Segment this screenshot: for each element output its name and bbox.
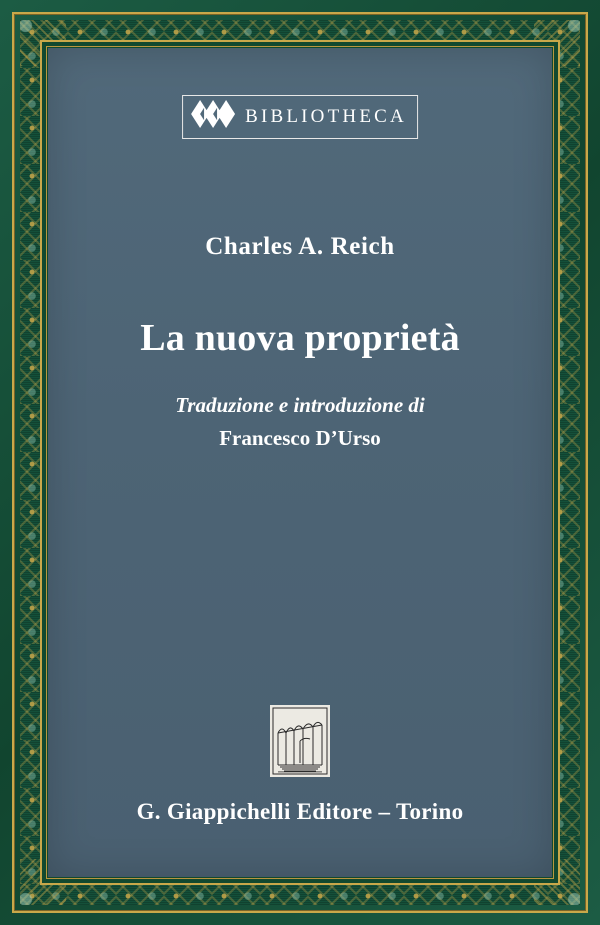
series-logo xyxy=(182,95,418,139)
giappichelli-colonnade-icon xyxy=(270,705,330,777)
book-title: La nuova proprietà xyxy=(140,317,460,359)
subtitle-line-1: Traduzione e introduzione di xyxy=(175,393,425,417)
diamond-chevrons-icon xyxy=(191,100,235,133)
cover-panel xyxy=(48,48,552,877)
author-name: Charles A. Reich xyxy=(205,233,395,260)
translator-name: Francesco D’Urso xyxy=(219,425,381,450)
series-name: BIBLIOTHECA xyxy=(245,105,407,127)
subtitle-block xyxy=(48,389,552,454)
publisher-name: G. Giappichelli Editore – Torino xyxy=(136,799,464,824)
